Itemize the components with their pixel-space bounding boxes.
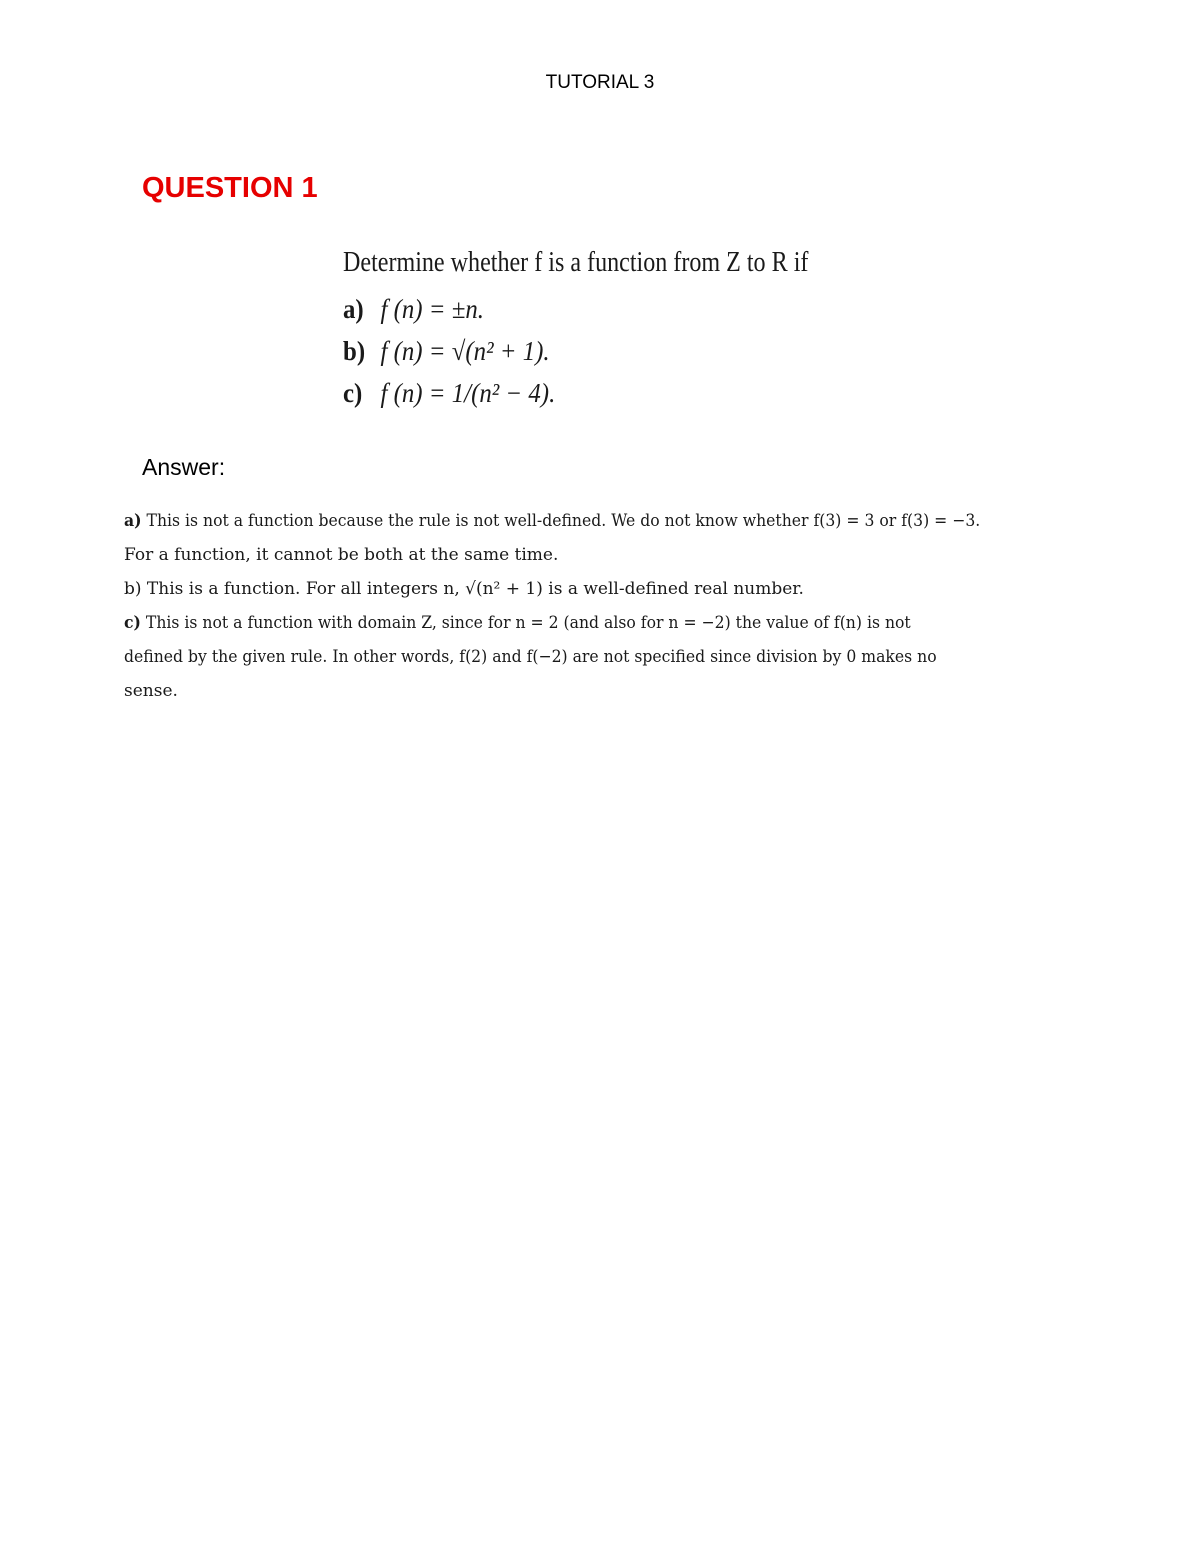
problem-part-a (343, 288, 858, 330)
part-expression: f (n) = ±n. (380, 294, 485, 324)
problem-part-c (343, 372, 858, 414)
answer-line (124, 572, 1032, 606)
problem-statement (343, 244, 903, 414)
answer-text: sense. (124, 681, 178, 701)
answer-part-label: a) (124, 511, 142, 531)
question-title: QUESTION 1 (142, 172, 318, 204)
answer-text: defined by the given rule. In other words, f(2) and f(−2) are not specified since division by 0 makes no (124, 647, 937, 667)
answer-body (124, 504, 1032, 708)
answer-text: This is not a function because the rule is not well-defined. We do not know whether f(3) = 3 or f(3) = −3. (141, 511, 981, 531)
answer-text: For a function, it cannot be both at the same time. (124, 545, 559, 565)
answer-line (124, 640, 959, 674)
part-expression: f (n) = √(n² + 1). (380, 336, 550, 366)
part-label: c) (343, 378, 363, 408)
answer-line (124, 504, 981, 538)
answer-part-label: b) (124, 579, 142, 599)
answer-text: This is not a function with domain Z, since for n = 2 (and also for n = −2) the value of f(n) is not (140, 613, 911, 633)
problem-prompt: Determine whether f is a function from Z to R if (343, 247, 809, 278)
part-label: b) (343, 336, 366, 366)
answer-line (124, 538, 1032, 572)
answer-label: Answer: (142, 454, 226, 480)
answer-line (124, 606, 959, 640)
page-header: TUTORIAL 3 (545, 72, 655, 93)
part-label: a) (343, 294, 364, 324)
part-expression: f (n) = 1/(n² − 4). (380, 378, 556, 408)
problem-part-b (343, 330, 858, 372)
answer-line (124, 674, 1032, 708)
answer-text: This is a function. For all integers n, √(n² + 1) is a well-defined real number. (141, 579, 804, 599)
answer-part-label: c) (124, 613, 141, 633)
